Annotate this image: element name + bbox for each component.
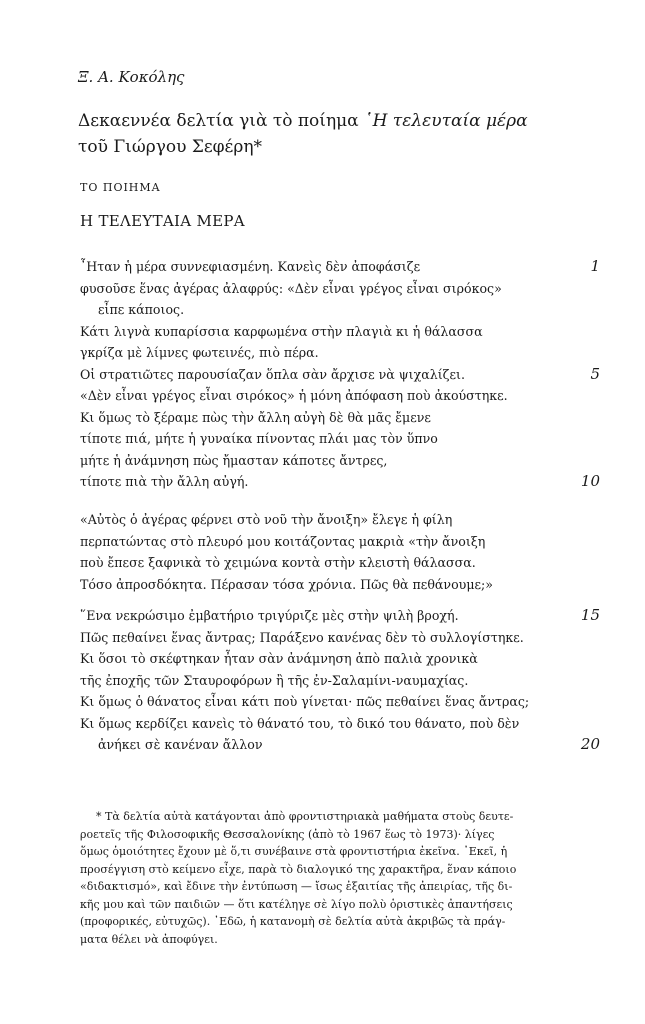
line-number: 1	[590, 257, 600, 275]
poem-line-text: Κι ὅμως κερδίζει κανεὶς τὸ θάνατό του, τὸ δικό του θάνατο, ποὺ δὲν	[80, 715, 520, 731]
poem-line	[80, 450, 600, 472]
article-title	[78, 108, 528, 160]
poem-line-text: μήτε ἡ ἀνάμνηση πὼς ἤμασταν κάποτες ἄντρες,	[80, 452, 388, 468]
poem-line-text: Κι ὅμως ὁ θάνατος εἶναι κάτι ποὺ γίνεται· πῶς πεθαίνει ἕνας ἄντρας;	[80, 694, 530, 709]
poem-line-text: τῆς ἐποχῆς τῶν Σταυροφόρων ἢ τῆς ἐν-Σαλαμίνι-ναυμαχίας.	[80, 672, 469, 688]
footnote-line: * Τὰ δελτία αὐτὰ κατάγονται ἀπὸ φροντιστηριακὰ μαθήματα στοὺς δευτε-	[96, 810, 514, 823]
poem-line	[80, 627, 600, 649]
poem-stanza-1	[80, 256, 600, 493]
poem-line	[80, 574, 600, 596]
poem-line-text: γκρίζα μὲ λίμνες φωτεινές, πιὸ πέρα.	[80, 345, 319, 360]
poem-line	[80, 605, 600, 627]
poem-line-text: περπατώντας στὸ πλευρό μου κοιτάζοντας μακριὰ «τὴν ἄνοιξη	[80, 533, 486, 549]
poem-line-text: τίποτε πιὰ τὴν ἄλλη αὐγή.	[80, 474, 249, 489]
poem-line-text: τίποτε πιά, μήτε ἡ γυναίκα πίνοντας πλάι μας τὸν ὕπνο	[80, 431, 438, 446]
poem-line	[80, 299, 600, 321]
poem-line-text: Κι ὅσοι τὸ σκέφτηκαν ἦταν σὰν ἀνάμνηση ἀπὸ παλιὰ χρονικὰ	[80, 651, 478, 666]
line-number: 5	[590, 364, 600, 383]
footnote-line: ροετεῖς τῆς Φιλοσοφικῆς Θεσσαλονίκης (ἀπὸ τὸ 1967 ἕως τὸ 1973)· λίγες	[80, 827, 495, 841]
poem-line	[80, 342, 600, 364]
section-label: ΤΟ ΠΟΙΗΜΑ	[80, 181, 161, 194]
footnote-line: ματα θέλει νὰ ἀποφύγει.	[80, 932, 218, 946]
poem-line	[80, 552, 600, 574]
poem-line-text: Οἱ στρατιῶτες παρουσίαζαν ὅπλα σὰν ἄρχισε νὰ ψιχαλίζει.	[80, 366, 465, 382]
poem-line	[80, 670, 600, 692]
poem-line-text: «Δὲν εἶναι γρέγος εἶναι σιρόκος» ἡ μόνη ἀπόφαση ποὺ ἀκούστηκε.	[80, 388, 508, 403]
poem-line-text: φυσοῦσε ἕνας ἀγέρας ἀλαφρύς: «Δὲν εἶναι γρέγος εἶναι σιρόκος»	[80, 280, 502, 296]
poem-line	[80, 407, 600, 429]
poem-line	[80, 734, 600, 756]
poem-line	[80, 278, 600, 300]
poem-line	[80, 385, 600, 407]
poem-line-text: «Αὐτὸς ὁ ἀγέρας φέρνει στὸ νοῦ τὴν ἄνοιξη» ἔλεγε ἡ φίλη	[80, 512, 453, 527]
poem-line	[80, 531, 600, 553]
footnote-line: κῆς μου καὶ τῶν παιδιῶν — ὅτι κατέληγε σὲ λίγο πολὺ ὁριστικὲς ἀπαντήσεις	[80, 897, 513, 911]
poem-line	[80, 428, 600, 450]
poem-line-text: Πῶς πεθαίνει ἕνας ἄντρας; Παράξενο κανένας δὲν τὸ συλλογίστηκε.	[80, 629, 524, 645]
poem-line	[80, 648, 600, 670]
poem-line-text: Κάτι λιγνὰ κυπαρίσσια καρφωμένα στὴν πλαγιὰ κι ἡ θάλασσα	[80, 323, 483, 339]
author-name: Ξ. Α. Κοκόλης	[78, 68, 185, 86]
poem-line-text: Κι ὅμως τὸ ξέραμε πὼς τὴν ἄλλη αὐγὴ δὲ θὰ μᾶς ἔμενε	[80, 409, 431, 425]
poem-line	[80, 509, 600, 531]
poem-line	[80, 321, 600, 343]
poem-line-text: ποὺ ἔπεσε ξαφνικὰ τὸ χειμώνα κοντὰ στὴν κλειστὴ θάλασσα.	[80, 555, 476, 570]
poem-line-text: εἶπε κάποιος.	[98, 302, 185, 317]
footnote-line: «διδακτισμό», καὶ ἔδινε τὴν ἐντύπωση — ἴσως ἐξαιτίας τῆς ἀπειρίας, τῆς δι-	[80, 880, 513, 893]
footnote	[80, 808, 600, 948]
article-title-line-1	[78, 108, 528, 134]
footnote-line: (προφορικές, εὐτυχῶς). ᾿Εδῶ, ἡ κατανομὴ σὲ δελτία αὐτὰ ἀκριβῶς τὰ πράγ-	[80, 915, 506, 928]
poem-line	[80, 471, 600, 493]
article-title-poem: ῾Η τελευταία μέρα	[364, 111, 528, 131]
line-number: 20	[580, 735, 600, 753]
poem-stanza-2	[80, 509, 600, 595]
line-number: 10	[580, 472, 600, 490]
poem-line-text: ἀνήκει σὲ κανέναν ἄλλον	[98, 737, 263, 752]
line-number: 15	[580, 606, 600, 624]
poem-line	[80, 364, 600, 386]
poem-line-text: Τόσο ἀπροσδόκητα. Πέρασαν τόσα χρόνια. Πῶς θὰ πεθάνουμε;»	[80, 576, 493, 592]
poem-line	[80, 713, 600, 735]
poem-line	[80, 691, 600, 713]
poem-title: Η ΤΕΛΕΥΤΑΙΑ ΜΕΡΑ	[80, 212, 245, 230]
article-title-line-2: τοῦ Γιώργου Σεφέρη*	[78, 137, 263, 157]
poem-line	[80, 256, 600, 278]
article-title-prefix: Δεκαεννέα δελτία γιὰ τὸ ποίημα	[78, 111, 365, 131]
poem-stanza-3	[80, 605, 600, 756]
footnote-line: προσέγγιση στὸ κείμενο εἶχε, παρὰ τὸ διαλογικό της χαρακτῆρα, ἕναν κάποιο	[80, 862, 517, 876]
poem-line-text: ῞Ενα νεκρώσιμο ἐμβατήριο τριγύριζε μὲς στὴν ψιλὴ βροχή.	[80, 608, 459, 623]
poem-line-text: ῏Ηταν ἡ μέρα συννεφιασμένη. Κανεὶς δὲν ἀποφάσιζε	[80, 259, 421, 274]
footnote-line: ὅμως ὁμοιότητες ἔχουν μὲ ὅ,τι συνέβαινε στὰ φροντιστήρια ἐκεῖνα. ᾿Εκεῖ, ἡ	[80, 845, 508, 858]
